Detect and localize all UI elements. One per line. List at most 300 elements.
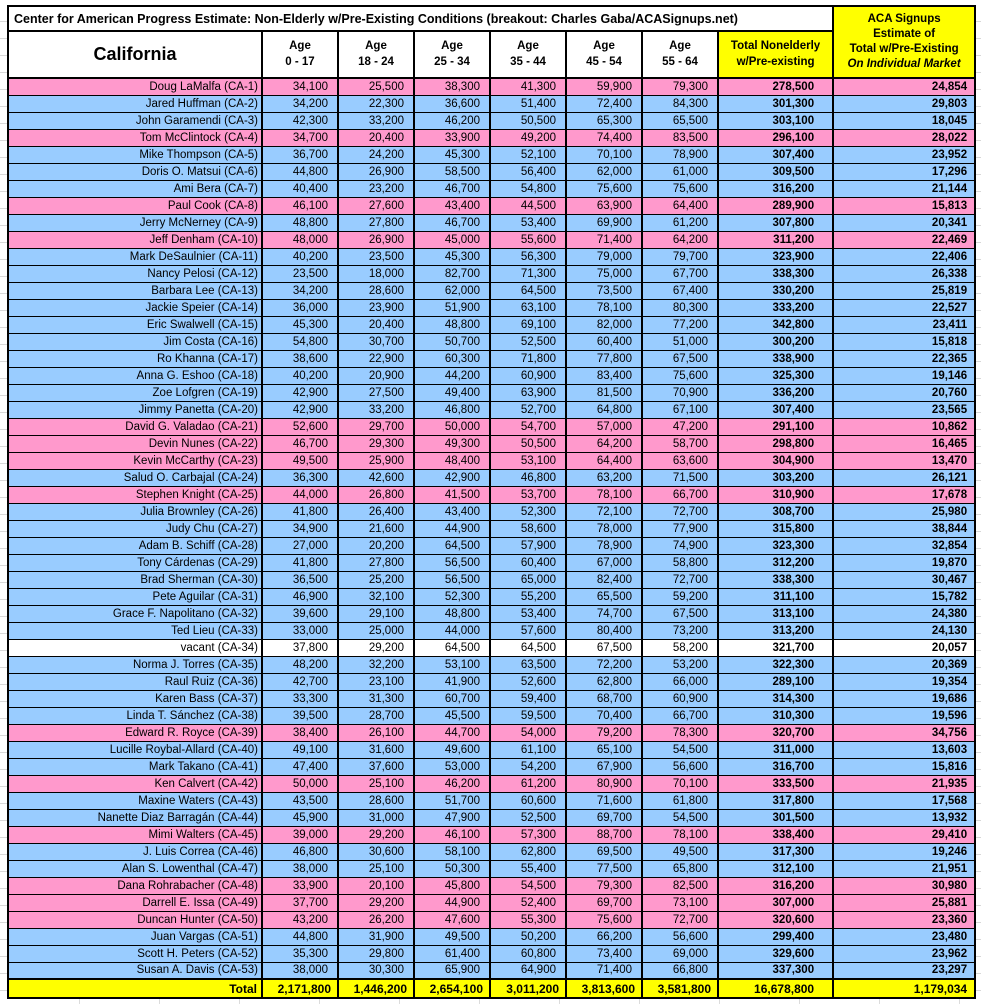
age-value-cell: 39,600 (262, 605, 338, 622)
age-value-cell: 28,700 (338, 707, 414, 724)
age-value-cell: 27,000 (262, 537, 338, 554)
district-rep-name: Alan S. Lowenthal (CA-47) (8, 860, 262, 877)
age-value-cell: 46,700 (262, 435, 338, 452)
age-value-cell: 27,800 (338, 214, 414, 231)
age-value-cell: 57,300 (490, 826, 566, 843)
age-value-cell: 63,600 (642, 452, 718, 469)
total-nonelderly-cell: 321,700 (718, 639, 833, 656)
age-value-cell: 37,800 (262, 639, 338, 656)
aca-estimate-cell: 13,603 (833, 741, 975, 758)
age-value-cell: 35,300 (262, 945, 338, 962)
age-value-cell: 61,400 (414, 945, 490, 962)
age-range: 25 - 34 (434, 55, 470, 68)
age-value-cell: 36,700 (262, 146, 338, 163)
district-row (8, 911, 975, 928)
age-value-cell: 58,200 (642, 639, 718, 656)
age-range: 18 - 24 (358, 55, 394, 68)
age-value-cell: 20,100 (338, 877, 414, 894)
age-value-cell: 28,600 (338, 282, 414, 299)
age-value-cell: 80,400 (566, 622, 642, 639)
age-value-cell: 80,300 (642, 299, 718, 316)
age-header-45-54 (566, 31, 642, 78)
total-age-value-cell: 2,654,100 (414, 979, 490, 998)
aca-estimate-cell: 22,469 (833, 231, 975, 248)
age-value-cell: 32,100 (338, 588, 414, 605)
age-value-cell: 18,000 (338, 265, 414, 282)
age-value-cell: 64,900 (490, 962, 566, 979)
aca-estimate-cell: 21,935 (833, 775, 975, 792)
age-value-cell: 29,800 (338, 945, 414, 962)
age-value-cell: 42,700 (262, 673, 338, 690)
age-value-cell: 54,800 (490, 180, 566, 197)
district-row (8, 231, 975, 248)
age-value-cell: 45,300 (414, 146, 490, 163)
age-value-cell: 77,500 (566, 860, 642, 877)
district-rep-name: Pete Aguilar (CA-31) (8, 588, 262, 605)
title-row (8, 6, 975, 31)
age-value-cell: 73,400 (566, 945, 642, 962)
age-value-cell: 26,900 (338, 231, 414, 248)
age-value-cell: 60,400 (490, 554, 566, 571)
age-value-cell: 60,300 (414, 350, 490, 367)
district-row (8, 486, 975, 503)
age-value-cell: 64,200 (566, 435, 642, 452)
district-rep-name: Ken Calvert (CA-42) (8, 775, 262, 792)
district-row (8, 452, 975, 469)
age-value-cell: 65,300 (566, 112, 642, 129)
age-value-cell: 72,100 (566, 503, 642, 520)
total-nonelderly-cell: 315,800 (718, 520, 833, 537)
age-value-cell: 56,600 (642, 928, 718, 945)
age-label: Age (517, 39, 539, 52)
age-value-cell: 32,200 (338, 656, 414, 673)
district-row (8, 401, 975, 418)
age-value-cell: 53,200 (642, 656, 718, 673)
age-value-cell: 49,500 (262, 452, 338, 469)
aca-header-line3: Total w/Pre-Existing (849, 43, 959, 55)
age-header-35-44 (490, 31, 566, 78)
total-nonelderly-cell: 299,400 (718, 928, 833, 945)
age-value-cell: 64,500 (490, 639, 566, 656)
age-value-cell: 69,700 (566, 894, 642, 911)
district-row (8, 384, 975, 401)
age-value-cell: 75,600 (566, 911, 642, 928)
age-label: Age (365, 39, 387, 52)
age-value-cell: 55,200 (490, 588, 566, 605)
age-value-cell: 70,900 (642, 384, 718, 401)
district-row (8, 469, 975, 486)
age-value-cell: 44,900 (414, 520, 490, 537)
age-value-cell: 88,700 (566, 826, 642, 843)
age-header-0-17 (262, 31, 338, 78)
age-value-cell: 34,200 (262, 282, 338, 299)
age-value-cell: 21,600 (338, 520, 414, 537)
age-value-cell: 56,500 (414, 571, 490, 588)
age-value-cell: 61,100 (490, 741, 566, 758)
district-row (8, 248, 975, 265)
age-value-cell: 30,700 (338, 333, 414, 350)
age-value-cell: 60,700 (414, 690, 490, 707)
age-value-cell: 39,000 (262, 826, 338, 843)
district-row (8, 639, 975, 656)
total-age-value-cell: 3,813,600 (566, 979, 642, 998)
age-value-cell: 54,800 (262, 333, 338, 350)
district-row (8, 605, 975, 622)
age-value-cell: 28,600 (338, 792, 414, 809)
district-row (8, 826, 975, 843)
aca-estimate-cell: 15,782 (833, 588, 975, 605)
age-label: Age (669, 39, 691, 52)
district-rep-name: Devin Nunes (CA-22) (8, 435, 262, 452)
age-value-cell: 43,200 (262, 911, 338, 928)
age-value-cell: 42,900 (262, 401, 338, 418)
age-header-25-34 (414, 31, 490, 78)
aca-estimate-cell: 23,297 (833, 962, 975, 979)
district-row (8, 758, 975, 775)
district-row (8, 95, 975, 112)
age-value-cell: 45,500 (414, 707, 490, 724)
age-value-cell: 60,800 (490, 945, 566, 962)
total-header-line2: w/Pre-existing (736, 55, 815, 68)
age-value-cell: 48,800 (414, 605, 490, 622)
age-value-cell: 56,600 (642, 758, 718, 775)
district-row (8, 350, 975, 367)
total-nonelderly-cell: 312,100 (718, 860, 833, 877)
age-value-cell: 49,200 (490, 129, 566, 146)
age-value-cell: 31,900 (338, 928, 414, 945)
aca-column-header (833, 6, 975, 78)
district-rep-name: Barbara Lee (CA-13) (8, 282, 262, 299)
age-value-cell: 50,500 (490, 112, 566, 129)
total-nonelderly-cell: 311,200 (718, 231, 833, 248)
age-value-cell: 61,000 (642, 163, 718, 180)
total-nonelderly-cell: 323,900 (718, 248, 833, 265)
aca-estimate-cell: 17,678 (833, 486, 975, 503)
age-value-cell: 83,500 (642, 129, 718, 146)
age-value-cell: 51,700 (414, 792, 490, 809)
age-value-cell: 25,000 (338, 622, 414, 639)
total-nonelderly-cell: 314,300 (718, 690, 833, 707)
age-header-18-24 (338, 31, 414, 78)
age-value-cell: 83,400 (566, 367, 642, 384)
age-value-cell: 25,100 (338, 775, 414, 792)
age-value-cell: 25,500 (338, 78, 414, 95)
age-value-cell: 82,500 (642, 877, 718, 894)
age-value-cell: 69,500 (566, 843, 642, 860)
age-value-cell: 64,500 (490, 282, 566, 299)
total-nonelderly-cell: 337,300 (718, 962, 833, 979)
total-nonelderly-cell: 310,300 (718, 707, 833, 724)
age-value-cell: 36,500 (262, 571, 338, 588)
district-row (8, 282, 975, 299)
age-value-cell: 26,100 (338, 724, 414, 741)
total-age-value-cell: 2,171,800 (262, 979, 338, 998)
total-nonelderly-cell: 323,300 (718, 537, 833, 554)
age-value-cell: 52,400 (490, 894, 566, 911)
age-value-cell: 50,000 (262, 775, 338, 792)
age-value-cell: 23,500 (262, 265, 338, 282)
district-row (8, 503, 975, 520)
age-value-cell: 27,600 (338, 197, 414, 214)
aca-estimate-cell: 20,760 (833, 384, 975, 401)
age-value-cell: 51,400 (490, 95, 566, 112)
age-value-cell: 49,300 (414, 435, 490, 452)
age-value-cell: 41,500 (414, 486, 490, 503)
district-row (8, 299, 975, 316)
age-value-cell: 20,400 (338, 129, 414, 146)
age-value-cell: 54,500 (490, 877, 566, 894)
age-value-cell: 78,100 (566, 299, 642, 316)
district-row (8, 928, 975, 945)
age-value-cell: 26,200 (338, 911, 414, 928)
age-value-cell: 54,200 (490, 758, 566, 775)
aca-estimate-cell: 21,144 (833, 180, 975, 197)
age-value-cell: 62,800 (566, 673, 642, 690)
age-value-cell: 53,400 (490, 605, 566, 622)
age-value-cell: 55,400 (490, 860, 566, 877)
district-rep-name: Grace F. Napolitano (CA-32) (8, 605, 262, 622)
district-rep-name: John Garamendi (CA-3) (8, 112, 262, 129)
age-value-cell: 34,200 (262, 95, 338, 112)
age-value-cell: 61,800 (642, 792, 718, 809)
age-value-cell: 27,500 (338, 384, 414, 401)
age-value-cell: 24,200 (338, 146, 414, 163)
age-value-cell: 60,900 (490, 367, 566, 384)
total-nonelderly-cell: 309,500 (718, 163, 833, 180)
age-value-cell: 41,300 (490, 78, 566, 95)
total-header-line1: Total Nonelderly (730, 39, 821, 52)
age-value-cell: 65,800 (642, 860, 718, 877)
age-value-cell: 64,500 (414, 639, 490, 656)
total-nonelderly-cell: 303,100 (718, 112, 833, 129)
age-value-cell: 67,500 (642, 350, 718, 367)
age-value-cell: 46,700 (414, 180, 490, 197)
district-rep-name: Stephen Knight (CA-25) (8, 486, 262, 503)
age-value-cell: 49,400 (414, 384, 490, 401)
total-row-label: Total (8, 979, 262, 998)
age-range: 55 - 64 (662, 55, 698, 68)
aca-estimate-cell: 20,369 (833, 656, 975, 673)
age-label: Age (441, 39, 463, 52)
age-value-cell: 47,600 (414, 911, 490, 928)
age-value-cell: 58,500 (414, 163, 490, 180)
district-row (8, 520, 975, 537)
aca-estimate-cell: 13,932 (833, 809, 975, 826)
age-value-cell: 81,500 (566, 384, 642, 401)
district-row (8, 656, 975, 673)
age-value-cell: 46,800 (490, 469, 566, 486)
age-value-cell: 71,800 (490, 350, 566, 367)
age-value-cell: 44,000 (262, 486, 338, 503)
district-rep-name: Eric Swalwell (CA-15) (8, 316, 262, 333)
age-value-cell: 44,200 (414, 367, 490, 384)
age-value-cell: 59,900 (566, 78, 642, 95)
total-nonelderly-cell: 311,100 (718, 588, 833, 605)
aca-estimate-cell: 15,818 (833, 333, 975, 350)
age-value-cell: 78,900 (566, 537, 642, 554)
aca-estimate-cell: 15,813 (833, 197, 975, 214)
district-rep-name: Jared Huffman (CA-2) (8, 95, 262, 112)
age-value-cell: 20,200 (338, 537, 414, 554)
age-value-cell: 33,200 (338, 112, 414, 129)
grand-total-nonelderly-cell: 16,678,800 (718, 979, 833, 998)
total-nonelderly-cell: 307,800 (718, 214, 833, 231)
age-value-cell: 36,300 (262, 469, 338, 486)
age-value-cell: 46,800 (262, 843, 338, 860)
district-rep-name: Nancy Pelosi (CA-12) (8, 265, 262, 282)
total-nonelderly-cell: 304,900 (718, 452, 833, 469)
column-header-row (8, 31, 975, 78)
age-value-cell: 74,700 (566, 605, 642, 622)
age-value-cell: 52,700 (490, 401, 566, 418)
aca-estimate-cell: 25,881 (833, 894, 975, 911)
district-row (8, 809, 975, 826)
age-value-cell: 78,100 (642, 826, 718, 843)
aca-estimate-cell: 13,470 (833, 452, 975, 469)
age-value-cell: 63,900 (566, 197, 642, 214)
aca-estimate-cell: 17,296 (833, 163, 975, 180)
total-nonelderly-cell: 313,100 (718, 605, 833, 622)
district-row (8, 367, 975, 384)
age-value-cell: 52,600 (490, 673, 566, 690)
age-value-cell: 70,400 (566, 707, 642, 724)
age-value-cell: 53,000 (414, 758, 490, 775)
age-value-cell: 44,700 (414, 724, 490, 741)
district-rep-name: Kevin McCarthy (CA-23) (8, 452, 262, 469)
age-value-cell: 48,200 (262, 656, 338, 673)
total-nonelderly-cell: 322,300 (718, 656, 833, 673)
aca-estimate-cell: 20,057 (833, 639, 975, 656)
age-value-cell: 48,800 (414, 316, 490, 333)
age-value-cell: 31,000 (338, 809, 414, 826)
total-nonelderly-cell: 338,900 (718, 350, 833, 367)
age-value-cell: 25,200 (338, 571, 414, 588)
district-rep-name: Jim Costa (CA-16) (8, 333, 262, 350)
district-rep-name: Jerry McNerney (CA-9) (8, 214, 262, 231)
district-row (8, 860, 975, 877)
district-row (8, 435, 975, 452)
aca-estimate-cell: 24,854 (833, 78, 975, 95)
age-value-cell: 49,500 (414, 928, 490, 945)
district-row (8, 588, 975, 605)
aca-estimate-cell: 19,146 (833, 367, 975, 384)
aca-estimate-cell: 30,467 (833, 571, 975, 588)
age-value-cell: 29,200 (338, 639, 414, 656)
age-value-cell: 42,900 (262, 384, 338, 401)
district-row (8, 571, 975, 588)
district-row (8, 894, 975, 911)
age-value-cell: 38,000 (262, 860, 338, 877)
age-value-cell: 61,200 (642, 214, 718, 231)
age-value-cell: 73,100 (642, 894, 718, 911)
age-value-cell: 38,300 (414, 78, 490, 95)
age-value-cell: 49,500 (642, 843, 718, 860)
district-row (8, 724, 975, 741)
age-value-cell: 67,700 (642, 265, 718, 282)
age-value-cell: 33,900 (414, 129, 490, 146)
total-nonelderly-cell: 313,200 (718, 622, 833, 639)
age-value-cell: 58,800 (642, 554, 718, 571)
total-nonelderly-cell: 311,000 (718, 741, 833, 758)
age-value-cell: 54,700 (490, 418, 566, 435)
total-nonelderly-cell: 307,400 (718, 146, 833, 163)
age-value-cell: 60,400 (566, 333, 642, 350)
age-value-cell: 34,700 (262, 129, 338, 146)
age-label: Age (289, 39, 311, 52)
age-value-cell: 52,300 (414, 588, 490, 605)
age-value-cell: 78,100 (566, 486, 642, 503)
district-row (8, 945, 975, 962)
aca-estimate-cell: 22,406 (833, 248, 975, 265)
total-nonelderly-cell: 320,700 (718, 724, 833, 741)
age-value-cell: 59,200 (642, 588, 718, 605)
age-value-cell: 25,100 (338, 860, 414, 877)
age-value-cell: 43,400 (414, 197, 490, 214)
district-row (8, 962, 975, 979)
aca-estimate-cell: 19,246 (833, 843, 975, 860)
total-nonelderly-cell: 333,500 (718, 775, 833, 792)
age-value-cell: 69,900 (566, 214, 642, 231)
age-value-cell: 38,600 (262, 350, 338, 367)
aca-estimate-cell: 32,854 (833, 537, 975, 554)
age-value-cell: 36,600 (414, 95, 490, 112)
age-value-cell: 42,900 (414, 469, 490, 486)
aca-estimate-cell: 15,816 (833, 758, 975, 775)
total-nonelderly-cell: 301,500 (718, 809, 833, 826)
age-value-cell: 23,500 (338, 248, 414, 265)
aca-estimate-cell: 19,870 (833, 554, 975, 571)
age-value-cell: 63,200 (566, 469, 642, 486)
total-nonelderly-cell: 308,700 (718, 503, 833, 520)
district-row (8, 265, 975, 282)
aca-estimate-cell: 25,980 (833, 503, 975, 520)
age-value-cell: 45,800 (414, 877, 490, 894)
district-row (8, 197, 975, 214)
age-value-cell: 52,600 (262, 418, 338, 435)
grand-total-row (8, 979, 975, 998)
district-row (8, 418, 975, 435)
district-rep-name: Dana Rohrabacher (CA-48) (8, 877, 262, 894)
age-value-cell: 50,000 (414, 418, 490, 435)
age-value-cell: 64,200 (642, 231, 718, 248)
district-rep-name: Juan Vargas (CA-51) (8, 928, 262, 945)
total-nonelderly-cell: 333,200 (718, 299, 833, 316)
age-value-cell: 56,500 (414, 554, 490, 571)
district-row (8, 214, 975, 231)
age-value-cell: 23,100 (338, 673, 414, 690)
age-value-cell: 20,900 (338, 367, 414, 384)
age-value-cell: 58,100 (414, 843, 490, 860)
total-nonelderly-cell: 310,900 (718, 486, 833, 503)
district-rep-name: Tony Cárdenas (CA-29) (8, 554, 262, 571)
district-row (8, 129, 975, 146)
district-rep-name: Mike Thompson (CA-5) (8, 146, 262, 163)
district-row (8, 163, 975, 180)
age-value-cell: 70,100 (642, 775, 718, 792)
total-nonelderly-cell: 325,300 (718, 367, 833, 384)
age-value-cell: 41,900 (414, 673, 490, 690)
district-row (8, 537, 975, 554)
age-value-cell: 27,800 (338, 554, 414, 571)
age-value-cell: 64,400 (566, 452, 642, 469)
district-row (8, 877, 975, 894)
aca-estimate-cell: 34,756 (833, 724, 975, 741)
age-value-cell: 33,300 (262, 690, 338, 707)
total-nonelderly-header (718, 31, 833, 78)
age-label: Age (593, 39, 615, 52)
total-nonelderly-cell: 301,300 (718, 95, 833, 112)
district-rep-name: Paul Cook (CA-8) (8, 197, 262, 214)
